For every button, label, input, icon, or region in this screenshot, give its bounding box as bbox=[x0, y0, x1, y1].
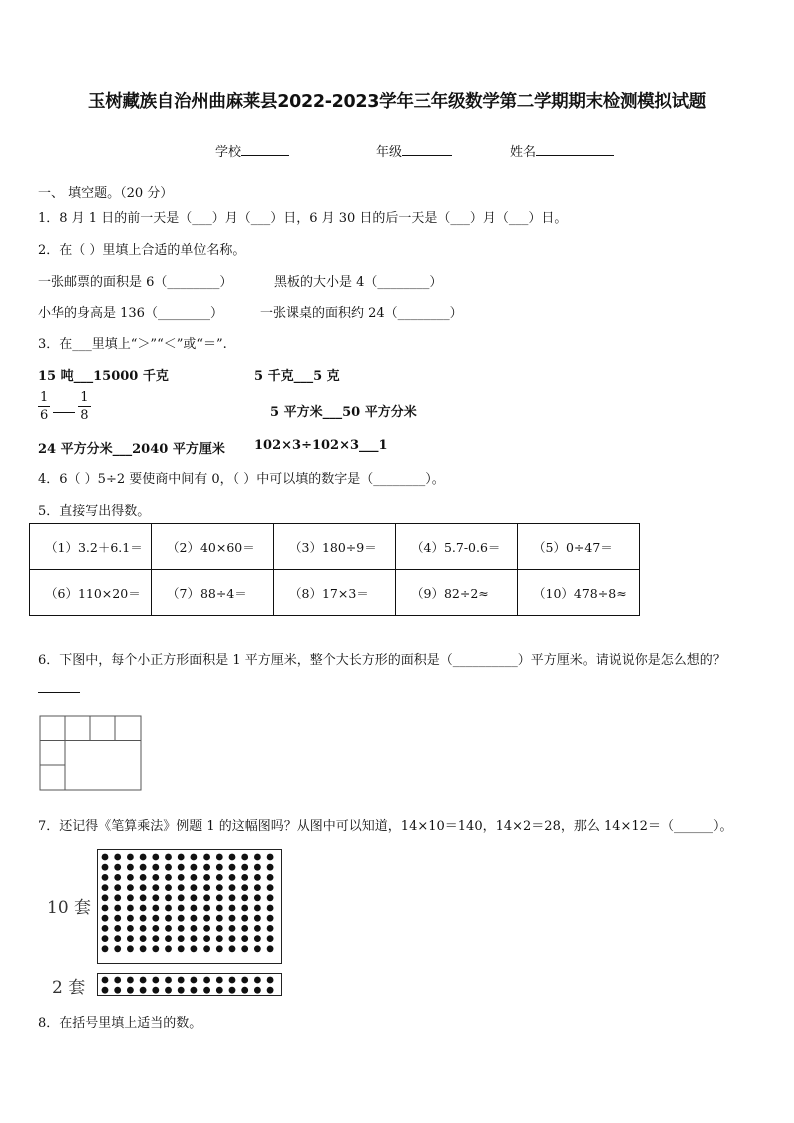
dot bbox=[254, 925, 261, 932]
dot bbox=[140, 854, 147, 861]
dot bbox=[203, 915, 210, 922]
dot bbox=[102, 987, 109, 994]
dot bbox=[267, 874, 274, 881]
dot bbox=[178, 864, 185, 871]
calculation-table bbox=[29, 523, 640, 616]
dot bbox=[165, 987, 172, 994]
dot bbox=[127, 925, 134, 932]
dot bbox=[203, 987, 210, 994]
dot bbox=[114, 874, 121, 881]
dot bbox=[267, 987, 274, 994]
question-2: 2．在（ ）里填上合适的单位名称。 bbox=[38, 243, 246, 258]
dot bbox=[267, 884, 274, 891]
dot bbox=[127, 874, 134, 881]
dot bbox=[241, 987, 248, 994]
dot bbox=[165, 894, 172, 901]
dot bbox=[114, 884, 121, 891]
table-cell: （1）3.2＋6.1＝ bbox=[30, 524, 152, 570]
dot bbox=[216, 915, 223, 922]
dot bbox=[140, 915, 147, 922]
dot bbox=[114, 977, 121, 984]
dot bbox=[178, 874, 185, 881]
dot bbox=[165, 915, 172, 922]
dot bbox=[140, 925, 147, 932]
dot bbox=[114, 854, 121, 861]
section-heading: 一、 填空题。（20 分） bbox=[38, 186, 174, 201]
fraction-compare bbox=[38, 389, 91, 424]
dot bbox=[178, 945, 185, 952]
dot-group-top bbox=[102, 854, 274, 953]
dot bbox=[114, 894, 121, 901]
dot bbox=[191, 894, 198, 901]
dot bbox=[178, 987, 185, 994]
dot bbox=[267, 864, 274, 871]
dot bbox=[191, 915, 198, 922]
dot bbox=[191, 864, 198, 871]
dot bbox=[152, 925, 159, 932]
table-cell: （2）40×60＝ bbox=[152, 524, 274, 570]
dot bbox=[102, 864, 109, 871]
table-cell: （3）180÷9＝ bbox=[274, 524, 396, 570]
fraction-left: $\frac{1}{6}$ bbox=[40, 390, 49, 423]
school-field bbox=[215, 141, 289, 160]
dot bbox=[241, 905, 248, 912]
dot-array-figure bbox=[97, 849, 283, 997]
dot bbox=[178, 915, 185, 922]
question-3-e: 102×3÷102×3___1 bbox=[254, 438, 388, 453]
dot bbox=[165, 884, 172, 891]
dot bbox=[178, 884, 185, 891]
dot bbox=[203, 854, 210, 861]
school-blank[interactable] bbox=[241, 143, 289, 156]
dot bbox=[140, 864, 147, 871]
name-field bbox=[510, 141, 614, 160]
question-3-d: 24 平方分米___2040 平方厘米 bbox=[38, 442, 225, 457]
dot bbox=[203, 874, 210, 881]
dot bbox=[267, 915, 274, 922]
question-4: 4．6（ ）5÷2 要使商中间有 0，（ ）中可以填的数字是（________）。 bbox=[38, 472, 445, 487]
dot bbox=[127, 987, 134, 994]
dot bbox=[127, 945, 134, 952]
fraction-compare-blank[interactable] bbox=[53, 412, 75, 413]
dot bbox=[140, 884, 147, 891]
question-1: 1．8 月 1 日的前一天是（___）月（___）日，6 月 30 日的后一天是（___）月（___）日。 bbox=[38, 211, 568, 226]
dot bbox=[178, 894, 185, 901]
dot bbox=[241, 925, 248, 932]
dot bbox=[127, 884, 134, 891]
table-cell: （5）0÷47＝ bbox=[518, 524, 640, 570]
dot bbox=[102, 854, 109, 861]
dot bbox=[229, 854, 236, 861]
dot bbox=[140, 874, 147, 881]
dot bbox=[140, 894, 147, 901]
dot bbox=[229, 915, 236, 922]
dot bbox=[102, 977, 109, 984]
question-3-a: 15 吨___15000 千克 bbox=[38, 369, 169, 384]
dot bbox=[102, 894, 109, 901]
dot bbox=[114, 905, 121, 912]
dot bbox=[191, 905, 198, 912]
fraction-right: $\frac{1}{8}$ bbox=[80, 390, 89, 423]
question-6: 6．下图中，每个小正方形面积是 1 平方厘米，整个大长方形的面积是（__________）平方厘米。请说说你是怎么想的？ bbox=[38, 653, 726, 668]
dot bbox=[165, 854, 172, 861]
dot bbox=[178, 854, 185, 861]
name-blank[interactable] bbox=[536, 143, 614, 156]
dot bbox=[203, 905, 210, 912]
dot bbox=[254, 905, 261, 912]
dot bbox=[152, 854, 159, 861]
dot bbox=[165, 874, 172, 881]
dot bbox=[229, 905, 236, 912]
dot bbox=[191, 854, 198, 861]
dot bbox=[191, 945, 198, 952]
dot bbox=[114, 925, 121, 932]
question-3-b: 5 千克___5 克 bbox=[254, 369, 340, 384]
school-label: 学校 bbox=[215, 145, 242, 160]
dot bbox=[102, 935, 109, 942]
dot bbox=[178, 925, 185, 932]
table-row bbox=[30, 524, 640, 570]
dot bbox=[165, 925, 172, 932]
dot bbox=[102, 945, 109, 952]
dot bbox=[127, 854, 134, 861]
dot bbox=[140, 987, 147, 994]
dot bbox=[254, 864, 261, 871]
dot bbox=[127, 915, 134, 922]
dot bbox=[216, 864, 223, 871]
question-2-c: 小华的身高是 136（________） bbox=[38, 306, 223, 321]
dot bbox=[191, 987, 198, 994]
page-title: 玉树藏族自治州曲麻莱县2022-2023学年三年级数学第二学期期末检测模拟试题 bbox=[88, 92, 706, 112]
dot bbox=[216, 884, 223, 891]
dot-box-bottom bbox=[98, 974, 282, 996]
table-row bbox=[30, 570, 640, 616]
dot bbox=[203, 977, 210, 984]
dot bbox=[165, 945, 172, 952]
dot bbox=[152, 987, 159, 994]
dot bbox=[127, 977, 134, 984]
dot bbox=[140, 977, 147, 984]
dot bbox=[267, 935, 274, 942]
dot bbox=[191, 874, 198, 881]
dot bbox=[216, 977, 223, 984]
dot bbox=[241, 945, 248, 952]
question-2-d: 一张课桌的面积约 24（________） bbox=[260, 306, 463, 321]
dot bbox=[254, 935, 261, 942]
question-2-b: 黑板的大小是 4（________） bbox=[274, 275, 443, 290]
dot bbox=[191, 977, 198, 984]
dot bbox=[254, 915, 261, 922]
dot bbox=[102, 925, 109, 932]
dot bbox=[152, 905, 159, 912]
dot bbox=[178, 905, 185, 912]
answer-line[interactable] bbox=[38, 692, 80, 693]
dot bbox=[165, 977, 172, 984]
dot bbox=[127, 864, 134, 871]
dot bbox=[241, 935, 248, 942]
dot bbox=[102, 905, 109, 912]
table-cell: （4）5.7-0.6＝ bbox=[396, 524, 518, 570]
table-cell: （8）17×3＝ bbox=[274, 570, 396, 616]
dot bbox=[191, 884, 198, 891]
dot-box-top bbox=[98, 850, 282, 964]
dot bbox=[216, 905, 223, 912]
question-7: 7．还记得《笔算乘法》例题 1 的这幅图吗？从图中可以知道，14×10＝140，14×2＝28，那么 14×12＝（______）。 bbox=[38, 819, 733, 834]
dot bbox=[254, 854, 261, 861]
dot bbox=[140, 935, 147, 942]
dot bbox=[114, 935, 121, 942]
dot bbox=[114, 864, 121, 871]
table-cell: （10）478÷8≈ bbox=[518, 570, 640, 616]
dot bbox=[229, 945, 236, 952]
dot bbox=[267, 977, 274, 984]
dot bbox=[165, 905, 172, 912]
dot bbox=[203, 945, 210, 952]
dot bbox=[178, 935, 185, 942]
dot bbox=[229, 977, 236, 984]
grade-field bbox=[376, 141, 452, 160]
dot bbox=[229, 884, 236, 891]
dot bbox=[216, 945, 223, 952]
dot bbox=[216, 894, 223, 901]
dot bbox=[191, 935, 198, 942]
dot bbox=[229, 925, 236, 932]
question-5: 5．直接写出得数。 bbox=[38, 504, 151, 519]
dot bbox=[152, 977, 159, 984]
dot bbox=[152, 894, 159, 901]
dot bbox=[140, 945, 147, 952]
dot bbox=[229, 864, 236, 871]
dot bbox=[216, 925, 223, 932]
dot bbox=[178, 977, 185, 984]
grade-blank[interactable] bbox=[402, 143, 452, 156]
dot bbox=[203, 864, 210, 871]
dot bbox=[267, 854, 274, 861]
dot bbox=[152, 915, 159, 922]
dot bbox=[127, 894, 134, 901]
table-cell: （7）88÷4＝ bbox=[152, 570, 274, 616]
dot bbox=[267, 945, 274, 952]
dot bbox=[114, 987, 121, 994]
dot bbox=[241, 874, 248, 881]
dot bbox=[102, 915, 109, 922]
dot bbox=[216, 874, 223, 881]
dot bbox=[216, 935, 223, 942]
dot bbox=[254, 977, 261, 984]
dot bbox=[267, 894, 274, 901]
dot bbox=[254, 945, 261, 952]
dot bbox=[152, 874, 159, 881]
dot bbox=[254, 874, 261, 881]
dot bbox=[241, 864, 248, 871]
question-3: 3．在___里填上“＞”“＜”或“＝”. bbox=[38, 337, 227, 352]
dot bbox=[152, 935, 159, 942]
dot bbox=[140, 905, 147, 912]
dot bbox=[165, 864, 172, 871]
name-label: 姓名 bbox=[510, 145, 537, 160]
dot bbox=[127, 905, 134, 912]
rectangle-grid-figure bbox=[39, 715, 143, 793]
dot bbox=[241, 894, 248, 901]
dot bbox=[267, 925, 274, 932]
dot bbox=[254, 884, 261, 891]
dot bbox=[216, 854, 223, 861]
question-8: 8．在括号里填上适当的数。 bbox=[38, 1016, 203, 1031]
grade-label: 年级 bbox=[376, 145, 403, 160]
dot bbox=[267, 905, 274, 912]
label-10-sets: 10 套 bbox=[47, 898, 92, 918]
dot bbox=[229, 874, 236, 881]
dot bbox=[152, 945, 159, 952]
dot bbox=[254, 987, 261, 994]
dot bbox=[241, 854, 248, 861]
dot bbox=[241, 977, 248, 984]
dot bbox=[127, 935, 134, 942]
question-2-a: 一张邮票的面积是 6（________） bbox=[38, 275, 233, 290]
dot bbox=[254, 894, 261, 901]
dot bbox=[203, 894, 210, 901]
dot-group-bottom bbox=[102, 977, 274, 994]
dot bbox=[229, 935, 236, 942]
dot bbox=[203, 884, 210, 891]
dot bbox=[165, 935, 172, 942]
dot bbox=[203, 925, 210, 932]
question-3-c: 5 平方米___50 平方分米 bbox=[270, 405, 417, 420]
dot bbox=[241, 915, 248, 922]
dot bbox=[229, 894, 236, 901]
dot bbox=[152, 884, 159, 891]
dot bbox=[216, 987, 223, 994]
dot bbox=[114, 945, 121, 952]
dot bbox=[152, 864, 159, 871]
dot bbox=[102, 884, 109, 891]
dot bbox=[229, 987, 236, 994]
dot bbox=[102, 874, 109, 881]
table-cell: （9）82÷2≈ bbox=[396, 570, 518, 616]
dot bbox=[114, 915, 121, 922]
dot bbox=[241, 884, 248, 891]
dot bbox=[191, 925, 198, 932]
table-cell: （6）110×20＝ bbox=[30, 570, 152, 616]
label-2-sets: 2 套 bbox=[52, 978, 86, 998]
dot bbox=[203, 935, 210, 942]
